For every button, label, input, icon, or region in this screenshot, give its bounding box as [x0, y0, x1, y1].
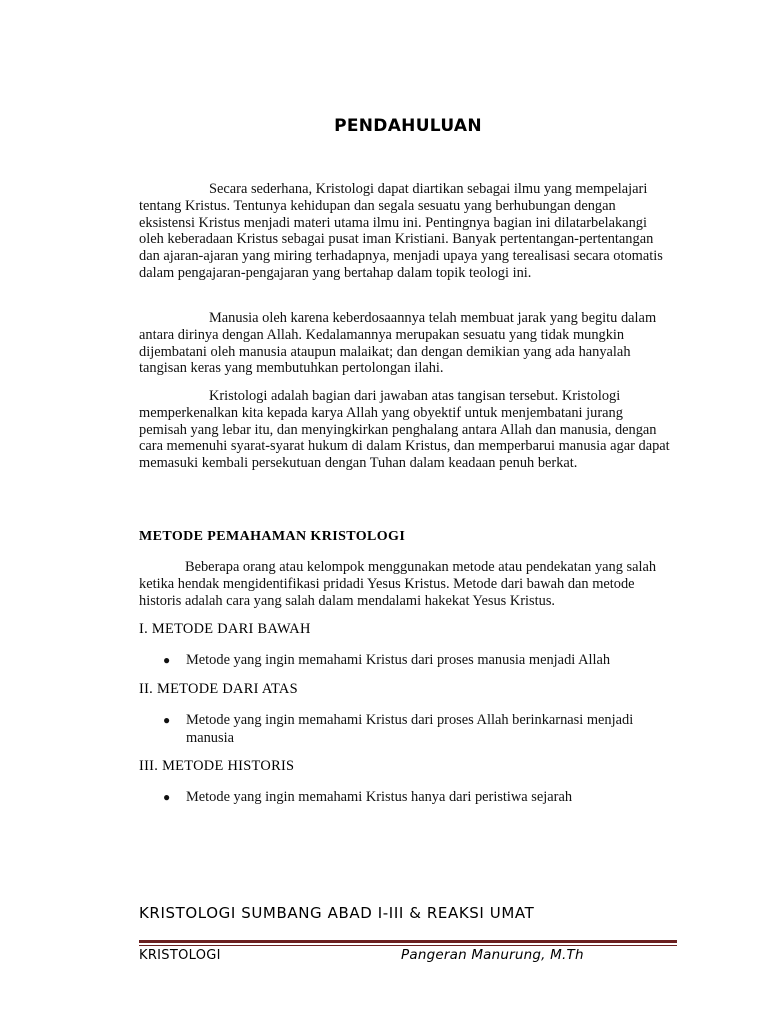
- metode-paragraph: [139, 559, 674, 609]
- footer-document-title: KRISTOLOGI: [139, 948, 221, 963]
- metode-paragraph-text: Beberapa orang atau kelompok menggunakan metode atau pendekatan yang salah ketika hendak mengidentifikasi pridadi Yesus Kristus. Metode dari bawah dan metode historis adalah cara yang salah dalam mendalami hakekat Yesus Kristus.: [139, 559, 657, 609]
- method-3-bullet: [163, 788, 673, 806]
- intro-paragraph-1: [139, 181, 674, 282]
- intro-paragraph-2-text: Manusia oleh karena keberdosaannya telah membuat jarak yang begitu dalam antara dirinya dengan Allah. Kedalamannya merupakan sesuatu yang tidak mungkin dijembatani oleh manusia ataupun malaikat; dan dengan demikian yang ada hanyalah tangisan keras yang membutuhkan pertolongan ilahi.: [139, 310, 657, 377]
- footer-rule-thick: [139, 940, 677, 943]
- method-1-bullet-text: Metode yang ingin memahami Kristus dari proses manusia menjadi Allah: [186, 652, 611, 668]
- section-heading-metode: METODE PEMAHAMAN KRISTOLOGI: [139, 529, 406, 544]
- method-3-title: III. METODE HISTORIS: [139, 758, 295, 774]
- page-title: PENDAHULUAN: [334, 116, 482, 136]
- intro-paragraph-1-text: Secara sederhana, Kristologi dapat diartikan sebagai ilmu yang mempelajari tentang Kristus. Tentunya kehidupan dan segala sesuatu yang berhubungan dengan eksistensi Kristus menjadi materi utama ilmu ini. Pentingnya bagian ini dilatarbelakangi oleh keberadaan Kristus sebagai pusat iman Kristiani. Banyak pertentangan-pertentangan dan ajaran-ajaran yang miring terhadapnya, menjadi upaya yang terealisasi secara otomatis dalam pengajaran-pengajaran yang bertahap dalam topik teologi ini.: [139, 181, 663, 281]
- intro-paragraph-3: [139, 388, 674, 472]
- method-1-title: I. METODE DARI BAWAH: [139, 621, 311, 637]
- method-1-bullet: [163, 651, 673, 669]
- bullet-icon: ●: [163, 653, 171, 667]
- footer-author: Pangeran Manurung, M.Th: [401, 947, 584, 963]
- intro-paragraph-2: [139, 310, 674, 377]
- method-2-bullet-text: Metode yang ingin memahami Kristus dari proses Allah berinkarnasi menjadi manusia: [186, 712, 634, 746]
- section-heading-kristologi-sumbang: KRISTOLOGI SUMBANG ABAD I-III & REAKSI UMAT: [139, 904, 535, 922]
- method-2-title: II. METODE DARI ATAS: [139, 681, 298, 697]
- method-3-bullet-text: Metode yang ingin memahami Kristus hanya dari peristiwa sejarah: [186, 789, 573, 805]
- intro-paragraph-3-text: Kristologi adalah bagian dari jawaban atas tangisan tersebut. Kristologi memperkenalkan kita kepada karya Allah yang obyektif untuk menjembatani jurang pemisah yang lebar itu, dan menyingkirkan penghalang antara Allah dan manusia, dengan cara memenuhi syarat-syarat hukum di dalam Kristus, dan memperbarui manusia agar dapat memasuki kembali persekutuan dengan Tuhan dalam keadaan penuh berkat.: [139, 388, 670, 472]
- bullet-icon: ●: [163, 713, 171, 727]
- footer-rule-thin: [139, 945, 677, 946]
- bullet-icon: ●: [163, 790, 171, 804]
- method-2-bullet: [163, 711, 673, 747]
